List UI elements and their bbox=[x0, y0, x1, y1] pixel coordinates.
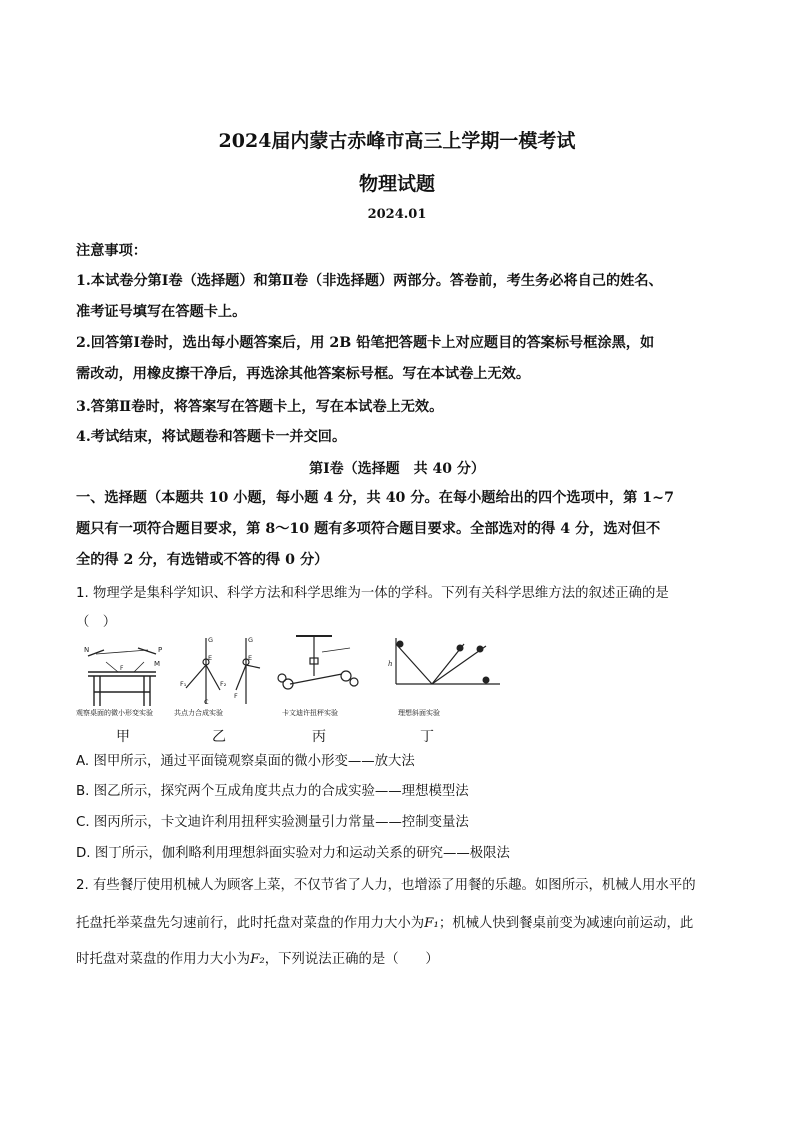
q1-figures bbox=[74, 632, 504, 744]
svg-text:C: C bbox=[204, 698, 209, 706]
notice-item-3: 3.答第Ⅱ卷时，将答案写在答题卡上，写在本试卷上无效。 bbox=[76, 399, 444, 415]
svg-text:F: F bbox=[120, 665, 124, 672]
section-intro-c: 全的得 2 分，有选错或不答的得 0 分） bbox=[76, 552, 329, 568]
svg-text:F: F bbox=[234, 692, 238, 700]
notice-item-4: 4.考试结束，将试题卷和答题卡一并交回。 bbox=[76, 429, 347, 445]
q1-option-a: A. 图甲所示，通过平面镜观察桌面的微小形变——放大法 bbox=[76, 754, 415, 769]
figure-bing-label: 丙 bbox=[312, 729, 326, 745]
figure-jia-diagram bbox=[74, 632, 174, 708]
q2-line-a: 2. 有些餐厅使用机械人为顾客上菜，不仅节省了人力，也增添了用餐的乐趣。如图所示，机械人用水平的 bbox=[76, 878, 696, 893]
section-heading: 第Ⅰ卷（选择题 共 40 分） bbox=[309, 461, 485, 477]
figure-yi-label: 乙 bbox=[212, 729, 226, 745]
figure-ding-label: 丁 bbox=[420, 729, 434, 745]
figure-jia-caption: 观察桌面的微小形变实验 bbox=[76, 709, 153, 717]
exam-subject: 物理试题 bbox=[358, 173, 435, 195]
q1-option-c: C. 图丙所示，卡文迪许利用扭秤实验测量引力常量——控制变量法 bbox=[76, 815, 469, 830]
notice-heading: 注意事项： bbox=[76, 243, 147, 259]
figure-ding-caption: 理想斜面实验 bbox=[398, 709, 440, 717]
q2-line-c bbox=[76, 948, 439, 967]
exam-date: 2024.01 bbox=[367, 207, 427, 222]
notice-item-2a: 2.回答第Ⅰ卷时，选出每小题答案后，用 2B 铅笔把答题卡上对应题目的答案标号框涂黑，如 bbox=[76, 335, 655, 351]
figure-jia-label: 甲 bbox=[116, 729, 130, 745]
q1-stem-a: 1. 物理学是集科学知识、科学方法和科学思维为一体的学科。下列有关科学思维方法的叙述正确的是 bbox=[76, 586, 669, 601]
q2-line-c-tail: ，下列说法正确的是（ ） bbox=[264, 952, 439, 967]
svg-text:h: h bbox=[388, 660, 393, 668]
notice-item-1a: 1.本试卷分第Ⅰ卷（选择题）和第Ⅱ卷（非选择题）两部分。答卷前，考生务必将自己的姓名、 bbox=[76, 273, 663, 289]
svg-text:P: P bbox=[158, 646, 163, 654]
q2-force-f1: F₁ bbox=[424, 916, 439, 931]
figure-bing-diagram bbox=[272, 632, 372, 708]
q1-option-d: D. 图丁所示，伽利略利用理想斜面实验对力和运动关系的研究——极限法 bbox=[76, 846, 510, 861]
figure-ding-diagram bbox=[380, 632, 504, 708]
svg-text:E: E bbox=[248, 654, 253, 662]
svg-text:G: G bbox=[208, 636, 214, 644]
exam-title: 2024届内蒙古赤峰市高三上学期一模考试 bbox=[218, 130, 576, 152]
svg-text:E: E bbox=[208, 654, 213, 662]
notice-item-2b: 需改动，用橡皮擦干净后，再选涂其他答案标号框。写在本试卷上无效。 bbox=[76, 366, 531, 382]
figure-yi-caption: 共点力合成实验 bbox=[174, 709, 223, 717]
q1-option-b: B. 图乙所示，探究两个互成角度共点力的合成实验——理想模型法 bbox=[76, 784, 469, 799]
svg-text:F₂: F₂ bbox=[220, 680, 227, 688]
svg-text:G: G bbox=[248, 636, 254, 644]
q2-line-b bbox=[76, 912, 693, 931]
section-intro-a: 一、选择题（本题共 10 小题，每小题 4 分，共 40 分。在每小题给出的四个选项中，第 1~7 bbox=[76, 490, 674, 506]
q2-line-c-text: 时托盘对菜盘的作用力大小为 bbox=[76, 952, 251, 967]
notice-item-1b: 准考证号填写在答题卡上。 bbox=[76, 304, 247, 320]
figure-bing-caption: 卡文迪许扭秤实验 bbox=[282, 709, 338, 717]
q2-force-f2: F₂ bbox=[250, 952, 265, 967]
q2-line-b-tail: ；机械人快到餐桌前变为减速向前运动，此 bbox=[438, 916, 694, 931]
section-intro-b: 题只有一项符合题目要求，第 8～10 题有多项符合题目要求。全部选对的得 4 分，选对但不 bbox=[76, 521, 661, 537]
svg-text:F₁: F₁ bbox=[180, 680, 187, 688]
q1-stem-b: （ ） bbox=[76, 615, 117, 630]
q2-line-b-text: 托盘托举菜盘先匀速前行，此时托盘对菜盘的作用力大小为 bbox=[76, 916, 425, 931]
svg-text:N: N bbox=[84, 646, 90, 654]
svg-text:M: M bbox=[154, 660, 161, 668]
figure-yi-diagram bbox=[176, 632, 276, 708]
